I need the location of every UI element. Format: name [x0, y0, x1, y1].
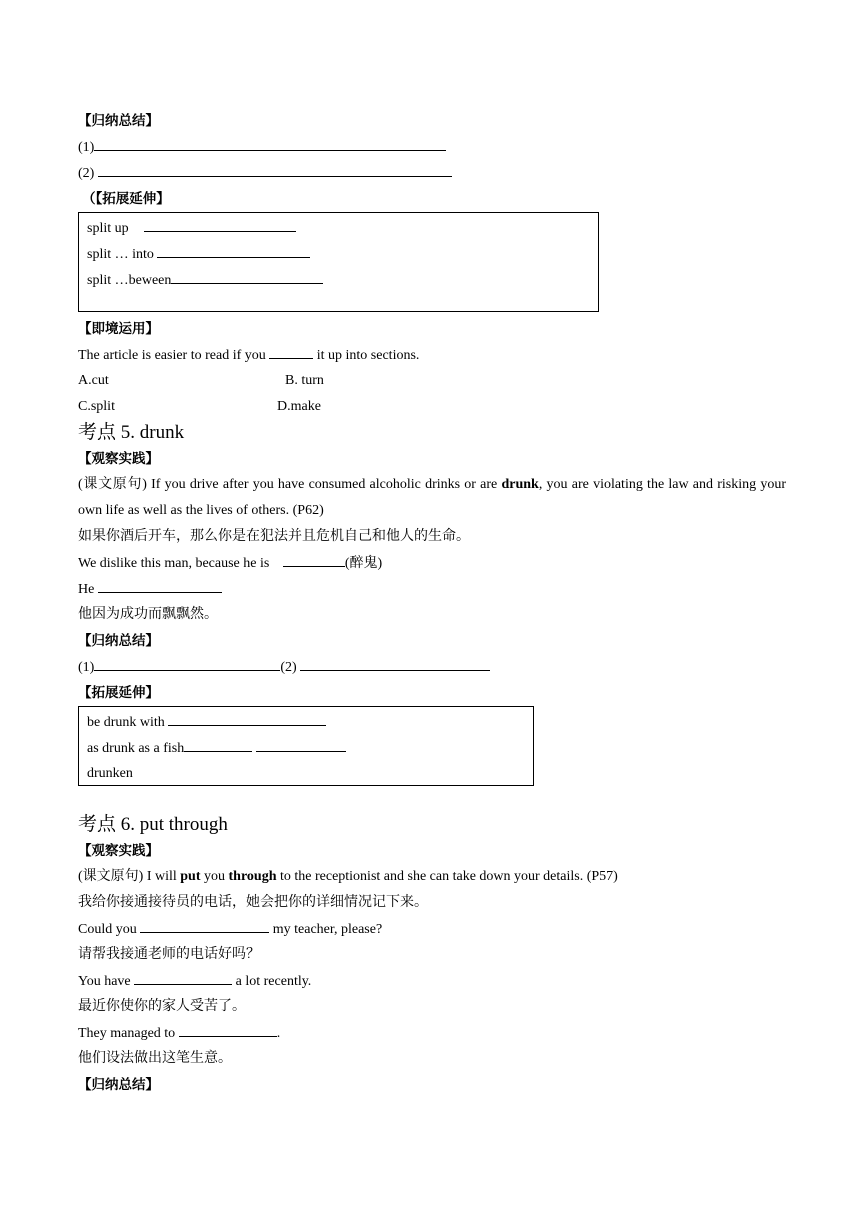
options-row [78, 394, 786, 420]
example-translation: 我给你接通接待员的电话，她会把你的详细情况记下来。 [78, 895, 428, 910]
answer-blank[interactable] [94, 134, 446, 151]
example-text: (课文原句) I will [78, 869, 181, 884]
question-text: He [78, 582, 98, 597]
options-row [78, 368, 786, 394]
answer-blank[interactable] [134, 968, 232, 985]
extension-text: split … into [87, 247, 158, 262]
question-text: . [276, 1026, 281, 1041]
question-text: They managed to [78, 1026, 179, 1041]
question [78, 576, 786, 602]
extension-text: split …beween [87, 273, 172, 288]
summary-heading: 【归纳总结】 [78, 113, 159, 129]
question-translation: 请帮我接通老师的电话好吗？ [78, 947, 260, 962]
answer-blank[interactable] [157, 241, 310, 258]
summary-line-2 [78, 160, 786, 186]
example-translation: 如果你酒后开车，那么你是在犯法并且危机自己和他人的生命。 [78, 529, 470, 544]
question [78, 550, 786, 576]
extension-item [87, 215, 590, 241]
answer-blank[interactable] [94, 654, 280, 671]
summary-label-1: (1) [78, 660, 95, 675]
keyword: drunk [501, 477, 539, 492]
question-text: my teacher, please? [269, 922, 383, 937]
question [78, 916, 786, 942]
topic-title: 考点 6. put through [78, 814, 228, 835]
answer-blank[interactable] [283, 550, 345, 567]
observe-heading: 【观察实践】 [78, 843, 159, 859]
summary-heading: 【归纳总结】 [78, 633, 159, 649]
extension-item [87, 241, 590, 267]
answer-blank[interactable] [179, 1020, 277, 1037]
topic-title: 考点 5. drunk [78, 422, 185, 443]
question [78, 968, 786, 994]
answer-blank[interactable] [269, 342, 313, 359]
extension-item: drunken [87, 766, 133, 781]
answer-blank[interactable] [184, 735, 252, 752]
question-hint: (醉鬼) [344, 556, 383, 571]
answer-blank[interactable] [300, 654, 490, 671]
extension-box [78, 212, 599, 312]
example-text: , you are violating the law and risking your own life as well as the lives of others. (P62) [78, 477, 786, 518]
question-text: We dislike this man, because he is [78, 556, 273, 571]
keyword: put [180, 869, 201, 884]
question-translation: 最近你使你的家人受苦了。 [78, 999, 246, 1014]
observe-heading: 【观察实践】 [78, 451, 159, 467]
summary-heading: 【归纳总结】 [78, 1077, 159, 1093]
question-translation: 他们设法做出这笔生意。 [78, 1051, 232, 1066]
summary-label-2: (2) [280, 660, 301, 675]
example-text: you [200, 869, 229, 884]
question-translation: 他因为成功而飘飘然。 [78, 607, 218, 622]
example-sentence [78, 472, 786, 524]
extension-text: be drunk with [87, 715, 169, 730]
answer-blank[interactable] [168, 709, 326, 726]
option-d[interactable]: D.make [277, 399, 321, 414]
question-text: it up into sections. [313, 348, 420, 363]
summary-label-1: (1) [78, 140, 95, 155]
document-page [78, 108, 786, 1098]
answer-blank[interactable] [256, 735, 346, 752]
extension-item [87, 709, 525, 735]
extension-item [87, 267, 590, 293]
summary-label-2: (2) [78, 166, 98, 181]
example-text: (课文原句) If you drive after you have consumed alcoholic drinks or are [78, 477, 502, 492]
question-text: Could you [78, 922, 141, 937]
answer-blank[interactable] [144, 215, 296, 232]
summary-line-1 [78, 134, 786, 160]
keyword: through [228, 869, 277, 884]
extension-item [87, 735, 525, 761]
extension-heading: （【拓展延伸】 [82, 191, 170, 207]
option-c[interactable]: C.split [78, 399, 115, 414]
summary-line [78, 654, 786, 680]
answer-blank[interactable] [98, 160, 452, 177]
answer-blank[interactable] [171, 267, 323, 284]
example-text: to the receptionist and she can take down your details. (P57) [276, 869, 618, 884]
question-text: a lot recently. [232, 974, 312, 989]
extension-text: split up [87, 221, 129, 236]
extension-text: as drunk as a fish [87, 741, 185, 756]
answer-blank[interactable] [98, 576, 222, 593]
option-b[interactable]: B. turn [285, 373, 324, 388]
question [78, 1020, 786, 1046]
example-sentence [78, 864, 786, 890]
question-text: You have [78, 974, 135, 989]
option-a[interactable]: A.cut [78, 373, 109, 388]
extension-heading: 【拓展延伸】 [78, 685, 159, 701]
extension-box [78, 706, 534, 786]
application-heading: 【即境运用】 [78, 321, 159, 337]
question [78, 342, 786, 368]
question-text: The article is easier to read if you [78, 348, 270, 363]
answer-blank[interactable] [140, 916, 269, 933]
